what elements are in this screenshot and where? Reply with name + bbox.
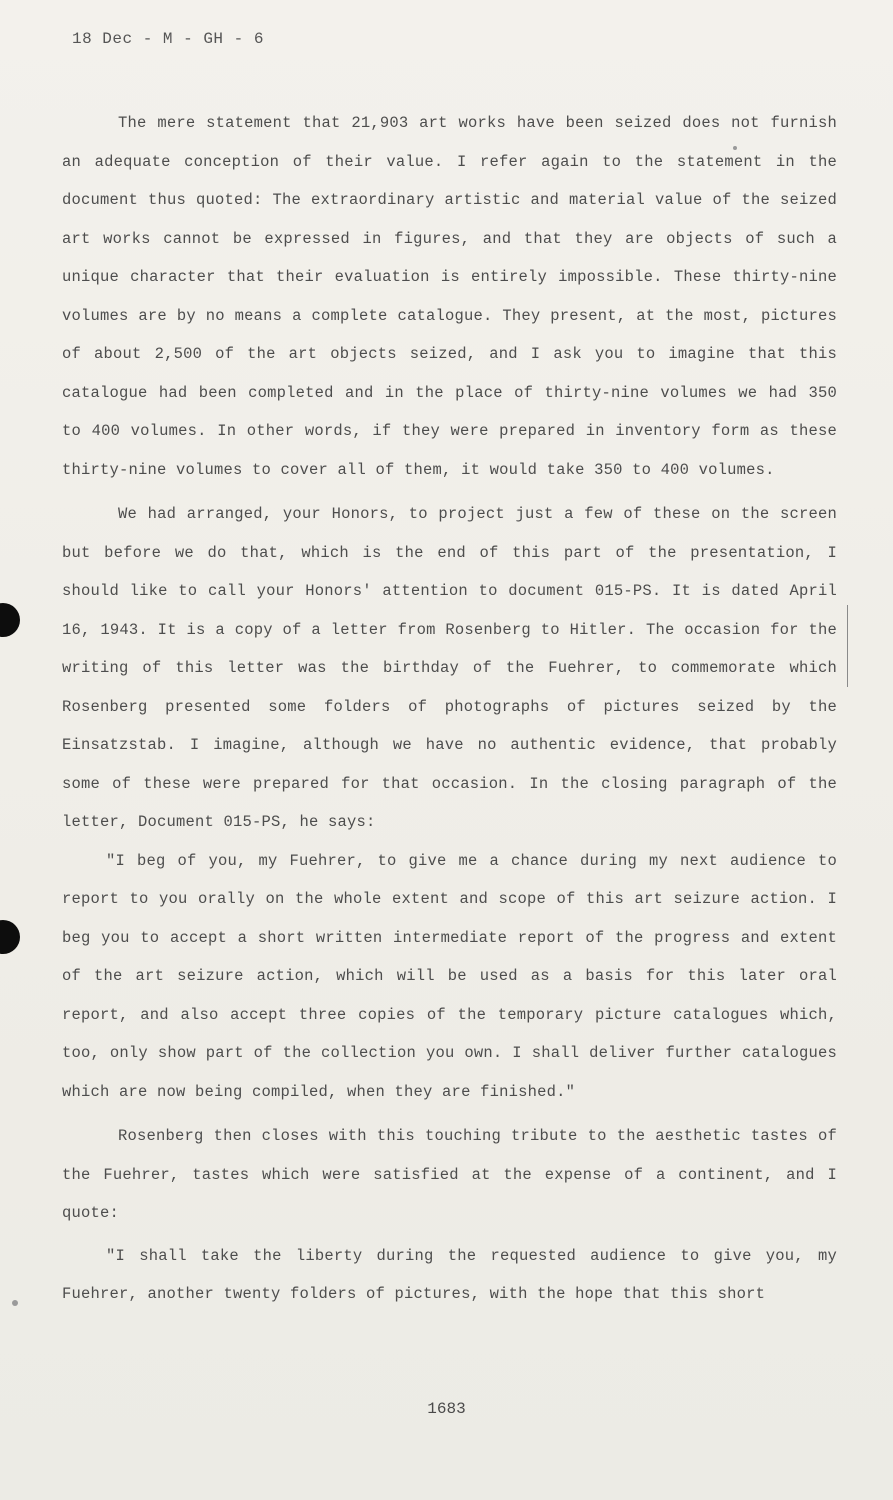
punch-hole-upper	[0, 603, 20, 637]
paragraph-tribute: Rosenberg then closes with this touching tribute to the aesthetic tastes of the Fuehrer, tastes which were satisfied at the expense of a continent, and I quote:	[62, 1127, 837, 1222]
document-body	[62, 104, 837, 1314]
paragraph-seized-art-value: The mere statement that 21,903 art works have been seized does not furnish an adequate conception of their value. I refer again to the statement in the document thus quoted: The extraordinary artistic and material value of the seized art works cannot be expressed in figures, and that they are objects of such a unique character that their evaluation is entirely impossible. These thirty-nine volumes are by no means a complete catalogue. They present, at the most, pictures of about 2,500 of the art objects seized, and I ask you to imagine that this catalogue had been completed and in the place of thirty-nine volumes we had 350 to 400 volumes. In other words, if they were prepared in inventory form as these thirty-nine volumes to cover all of them, it would take 350 to 400 volumes.	[62, 114, 837, 479]
paper-speck	[12, 1300, 18, 1306]
document-reference-header: 18 Dec - M - GH - 6	[72, 30, 264, 48]
paragraph-document-015-ps: We had arranged, your Honors, to project just a few of these on the screen but before we do that, which is the end of this part of the presentation, I should like to call your Honors' attention to document 015-PS. It is dated April 16, 1943. It is a copy of a letter from Rosenberg to Hitler. The occasion for the writing of this letter was the birthday of the Fuehrer, to commemorate which Rosenberg presented some folders of photographs of pictures seized by the Einsatzstab. I imagine, although we have no authentic evidence, that probably some of these were prepared for that occasion. In the closing paragraph of the letter, Document 015-PS, he says:	[62, 505, 837, 831]
quote-letter-closing: "I beg of you, my Fuehrer, to give me a chance during my next audience to report to you orally on the whole extent and scope of this art seizure action. I beg you to accept a short written intermediate report of the progress and extent of the art seizure action, which will be used as a basis for this later oral report, and also accept three copies of the temporary picture catalogues which, too, only show part of the collection you own. I shall deliver further catalogues which are now being compiled, when they are finished."	[62, 851, 837, 1101]
punch-hole-lower	[0, 920, 20, 954]
page-number: 1683	[427, 1400, 466, 1418]
paper-speck	[733, 146, 737, 150]
margin-mark	[847, 605, 848, 687]
quote-liberty-audience: "I shall take the liberty during the requested audience to give you, my Fuehrer, another twenty folders of pictures, with the hope that this short	[62, 1246, 837, 1303]
